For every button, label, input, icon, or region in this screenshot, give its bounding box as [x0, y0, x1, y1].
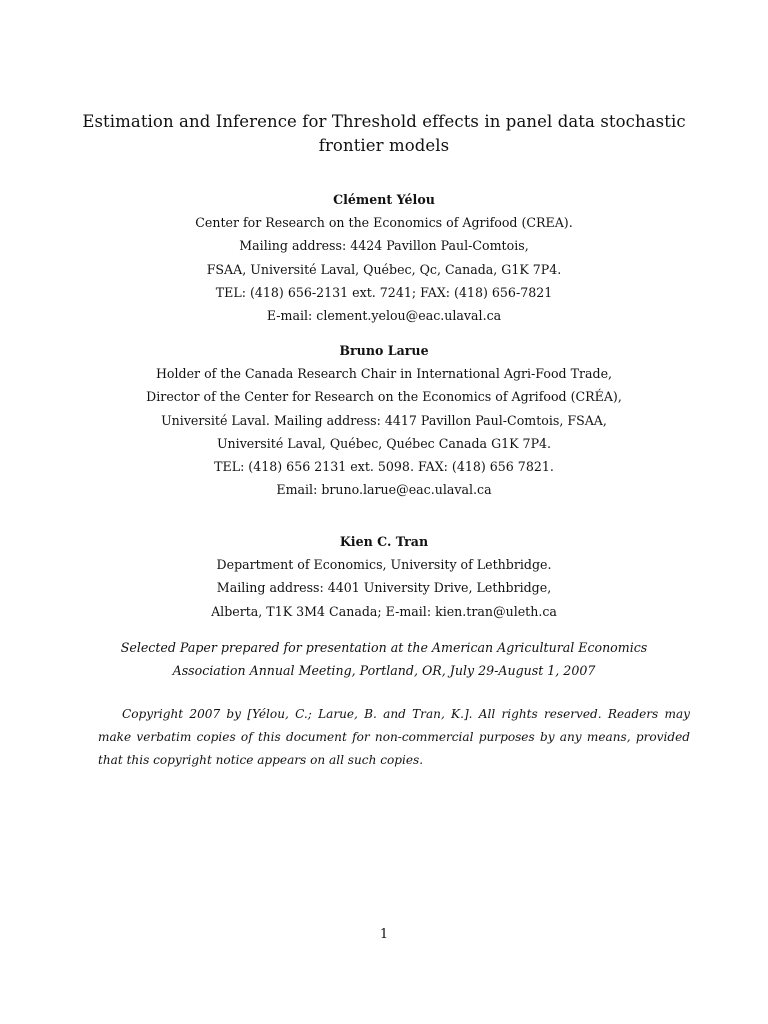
author-block-tran	[60, 530, 708, 623]
affiliation-line: Department of Economics, University of Lethbridge.	[216, 557, 552, 573]
selected-paper-note	[60, 636, 708, 682]
affiliation-line: Holder of the Canada Research Chair in International Agri-Food Trade,	[155, 366, 613, 382]
address-email-line: Alberta, T1K 3M4 Canada; E-mail: kien.tran@uleth.ca	[211, 603, 557, 619]
address-line: FSAA, Université Laval, Québec, Qc, Canada, G1K 7P4.	[206, 261, 562, 277]
phone-line: TEL: (418) 656-2131 ext. 7241; FAX: (418) 656-7821	[215, 284, 553, 300]
selected-paper-line-1: Selected Paper prepared for presentation at the American Agricultural Economics	[120, 640, 648, 655]
affiliation-line: Director of the Center for Research on the Economics of Agrifood (CRÉA),	[146, 389, 622, 405]
paper-title	[60, 110, 708, 158]
affiliation-line: Center for Research on the Economics of Agrifood (CREA).	[195, 215, 573, 231]
page-number: 1	[379, 927, 389, 942]
address-line: Université Laval, Québec, Québec Canada G1K 7P4.	[216, 435, 552, 451]
email-line: E-mail: clement.yelou@eac.ulaval.ca	[266, 308, 502, 324]
author-name: Kien C. Tran	[339, 534, 429, 549]
author-block-larue	[60, 339, 708, 501]
author-block-yelou	[60, 188, 708, 327]
selected-paper-line-2: Association Annual Meeting, Portland, OR, July 29-August 1, 2007	[172, 663, 596, 679]
address-line: Mailing address: 4424 Pavillon Paul-Comtois,	[239, 238, 529, 254]
address-line: Université Laval. Mailing address: 4417 Pavillon Paul-Comtois, FSAA,	[161, 412, 607, 428]
author-name: Clément Yélou	[333, 192, 435, 207]
author-name: Bruno Larue	[339, 343, 429, 358]
email-line: Email: bruno.larue@eac.ulaval.ca	[276, 482, 492, 498]
paper-title-line-2: frontier models	[318, 136, 450, 155]
copyright-notice: Copyright 2007 by [Yélou, C.; Larue, B. and Tran, K.]. All rights reserved. Readers may make verbatim copies of this document for non-commercial purposes by any means, provided that this copyright notice appears on all such copies.	[98, 707, 690, 768]
phone-line: TEL: (418) 656 2131 ext. 5098. FAX: (418) 656 7821.	[214, 459, 554, 475]
paper-title-line-1: Estimation and Inference for Threshold effects in panel data stochastic	[82, 112, 686, 131]
address-line: Mailing address: 4401 University Drive, Lethbridge,	[216, 580, 552, 596]
